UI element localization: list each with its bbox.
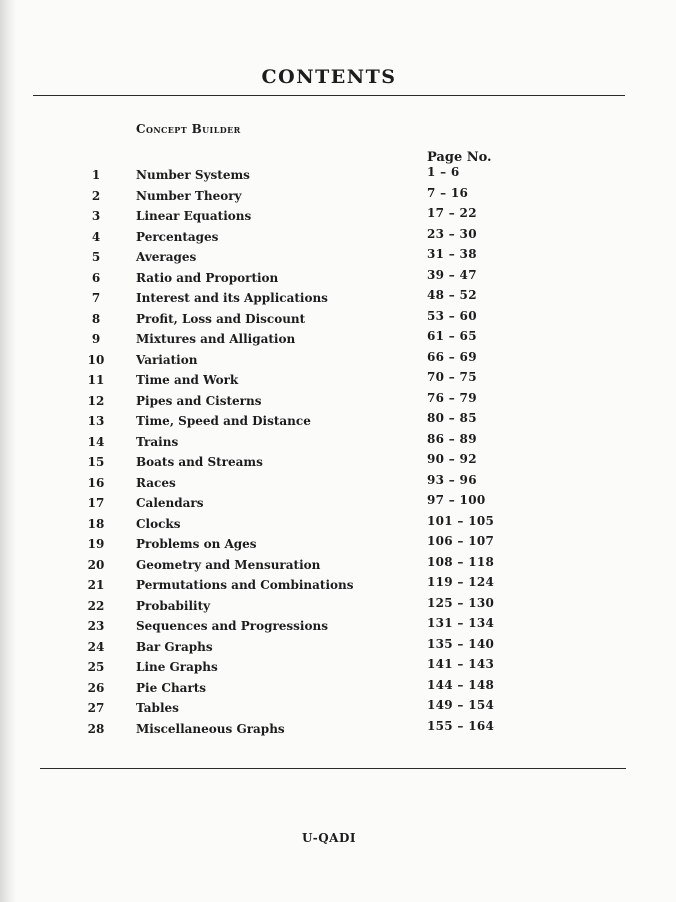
- chapter-page-range: 48 – 52: [427, 288, 477, 302]
- toc-entry: [0, 452, 640, 476]
- chapter-title: Pie Charts: [136, 680, 207, 695]
- chapter-page-range: 144 – 148: [427, 677, 495, 692]
- toc-entry: [0, 472, 640, 497]
- chapter-number: 25: [87, 660, 105, 674]
- toc-entry: [0, 329, 640, 353]
- bottom-divider: [40, 768, 626, 769]
- chapter-title: Ratio and Proportion: [136, 270, 279, 285]
- chapter-title: Time, Speed and Distance: [136, 414, 311, 428]
- toc-entry: [0, 677, 640, 702]
- chapter-page-range: 86 – 89: [427, 431, 477, 446]
- chapter-number: 4: [91, 229, 101, 244]
- chapter-number: 14: [87, 434, 105, 449]
- chapter-title: Problems on Ages: [136, 537, 257, 551]
- chapter-number: 20: [87, 557, 105, 572]
- chapter-title: Boats and Streams: [136, 455, 263, 469]
- chapter-number: 21: [87, 578, 105, 592]
- chapter-title: Averages: [136, 250, 197, 264]
- chapter-number: 18: [87, 516, 105, 531]
- toc-entry: [0, 636, 640, 661]
- chapter-page-range: 39 – 47: [427, 267, 477, 282]
- toc-entry: [0, 206, 640, 230]
- chapter-page-range: 125 – 130: [427, 595, 495, 610]
- chapter-number: 16: [87, 475, 105, 490]
- chapter-number: 7: [91, 291, 101, 305]
- chapter-page-range: 131 – 134: [427, 616, 495, 630]
- chapter-title: Pipes and Cisterns: [136, 393, 262, 408]
- chapter-title: Variation: [136, 352, 198, 367]
- toc-entry: [0, 267, 640, 292]
- chapter-title: Number Theory: [136, 188, 242, 203]
- chapter-number: 6: [91, 270, 101, 285]
- chapter-number: 27: [87, 701, 105, 715]
- chapter-number: 17: [87, 496, 105, 510]
- chapter-title: Clocks: [136, 516, 181, 531]
- chapter-number: 15: [87, 455, 105, 469]
- chapter-page-range: 155 – 164: [427, 718, 495, 733]
- chapter-page-range: 61 – 65: [427, 329, 477, 343]
- chapter-page-range: 66 – 69: [427, 349, 477, 364]
- chapter-page-range: 106 – 107: [427, 534, 495, 548]
- chapter-page-range: 101 – 105: [427, 513, 495, 528]
- toc-entry: [0, 575, 640, 599]
- chapter-number: 26: [87, 680, 105, 695]
- chapter-number: 19: [87, 537, 105, 551]
- chapter-page-range: 90 – 92: [427, 452, 477, 466]
- toc-entry: [0, 349, 640, 374]
- toc-entry: [0, 698, 640, 722]
- chapter-page-range: 80 – 85: [427, 411, 477, 425]
- chapter-title: Linear Equations: [136, 209, 252, 223]
- chapter-title: Races: [136, 475, 176, 490]
- chapter-title: Profit, Loss and Discount: [136, 311, 306, 326]
- top-divider: [33, 95, 625, 96]
- toc-entry: [0, 370, 640, 394]
- toc-entry: [0, 513, 640, 538]
- chapter-page-range: 108 – 118: [427, 554, 495, 569]
- chapter-number: 2: [91, 188, 101, 203]
- chapter-page-range: 7 – 16: [427, 185, 469, 200]
- chapter-page-range: 70 – 75: [427, 370, 477, 384]
- toc-entry: [0, 247, 640, 271]
- toc-entry: [0, 595, 640, 620]
- chapter-page-range: 141 – 143: [427, 657, 495, 671]
- chapter-page-range: 93 – 96: [427, 472, 477, 487]
- chapter-title: Time and Work: [136, 373, 239, 387]
- chapter-page-range: 31 – 38: [427, 247, 477, 261]
- toc-entry: [0, 493, 640, 517]
- chapter-number: 28: [87, 721, 105, 736]
- chapter-number: 8: [91, 311, 101, 326]
- chapter-title: Miscellaneous Graphs: [136, 721, 285, 736]
- chapter-title: Bar Graphs: [136, 639, 213, 654]
- toc-entry: [0, 288, 640, 312]
- toc-entry: [0, 411, 640, 435]
- section-heading: Concept Builder: [136, 122, 241, 136]
- chapter-number: 23: [87, 619, 105, 633]
- toc-entry: [0, 226, 640, 251]
- toc-entry: [0, 657, 640, 681]
- chapter-page-range: 135 – 140: [427, 636, 495, 651]
- chapter-title: Probability: [136, 598, 211, 613]
- toc-entry: [0, 390, 640, 415]
- chapter-title: Geometry and Mensuration: [136, 557, 321, 572]
- chapter-number: 3: [91, 209, 101, 223]
- chapter-number: 22: [87, 598, 105, 613]
- chapter-page-range: 97 – 100: [427, 493, 486, 507]
- chapter-page-range: 119 – 124: [427, 575, 495, 589]
- toc-entry: [0, 616, 640, 640]
- chapter-title: Sequences and Progressions: [136, 619, 328, 633]
- page-number-column-header: Page No.: [427, 150, 492, 165]
- chapter-title: Number Systems: [136, 168, 250, 182]
- toc-entry: [0, 554, 640, 579]
- chapter-number: 1: [91, 168, 101, 182]
- chapter-page-range: 149 – 154: [427, 698, 495, 712]
- chapter-page-range: 23 – 30: [427, 226, 477, 241]
- chapter-number: 10: [87, 352, 105, 367]
- chapter-page-range: 76 – 79: [427, 390, 477, 405]
- chapter-number: 9: [91, 332, 101, 346]
- chapter-page-range: 17 – 22: [427, 206, 477, 220]
- chapter-number: 11: [87, 373, 105, 387]
- chapter-title: Interest and its Applications: [136, 291, 328, 305]
- chapter-title: Permutations and Combinations: [136, 578, 354, 592]
- chapter-title: Calendars: [136, 496, 204, 510]
- chapter-number: 5: [91, 250, 101, 264]
- toc-entry: [0, 431, 640, 456]
- chapter-page-range: 53 – 60: [427, 308, 477, 323]
- chapter-page-range: 1 – 6: [427, 165, 460, 179]
- chapter-title: Mixtures and Alligation: [136, 332, 296, 346]
- chapter-number: 13: [87, 414, 105, 428]
- chapter-number: 12: [87, 393, 105, 408]
- toc-entry: [0, 534, 640, 558]
- toc-entry: [0, 718, 640, 743]
- page-title: CONTENTS: [261, 66, 397, 88]
- page-footer: U-QADI: [301, 831, 357, 845]
- chapter-title: Trains: [136, 434, 179, 449]
- chapter-title: Tables: [136, 701, 179, 715]
- table-of-contents: [0, 165, 640, 742]
- toc-entry: [0, 165, 640, 189]
- chapter-title: Line Graphs: [136, 660, 218, 674]
- toc-entry: [0, 185, 640, 210]
- chapter-title: Percentages: [136, 229, 219, 244]
- chapter-number: 24: [87, 639, 105, 654]
- toc-entry: [0, 308, 640, 333]
